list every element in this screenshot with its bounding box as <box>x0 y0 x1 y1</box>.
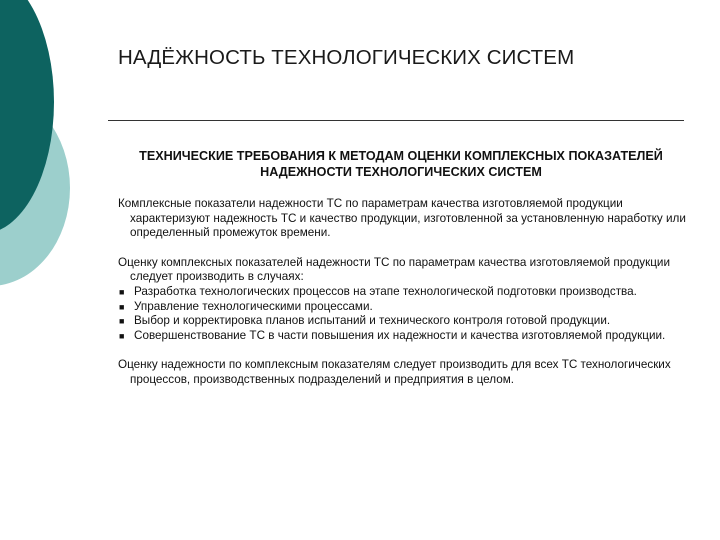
square-bullet-icon: ■ <box>119 316 125 327</box>
list-item <box>118 329 686 344</box>
paragraph-conclusion: Оценку надежности по комплексным показателям следует производить для всех ТС технологических процессов, производственных подразделений и предприятия в целом. <box>118 358 671 386</box>
list-item-text: Выбор и корректировка планов испытаний и технического контроля готовой продукции. <box>134 314 611 328</box>
list-item-text: Совершенствование ТС в части повышения их надежности и качества изготовляемой продукции. <box>134 328 666 342</box>
decorative-circles <box>0 0 80 290</box>
list-item-text: Управление технологическими процессами. <box>134 299 373 313</box>
square-bullet-icon: ■ <box>119 286 125 297</box>
list-item <box>118 314 686 329</box>
list-item <box>118 285 686 300</box>
list-item-text: Разработка технологических процессов на этапе технологической подготовки производства. <box>134 284 637 298</box>
body-text <box>118 197 686 388</box>
cases-list <box>118 285 686 343</box>
square-bullet-icon: ■ <box>119 301 125 312</box>
square-bullet-icon: ■ <box>119 330 125 341</box>
paragraph-intro: Комплексные показатели надежности ТС по параметрам качества изготовляемой продукции характеризуют надежность ТС и качество продукции, изготовленной за установленную наработку или определенный промежуток времени. <box>118 197 686 240</box>
title-divider <box>108 120 684 121</box>
page-title: НАДЁЖНОСТЬ ТЕХНОЛОГИЧЕСКИХ СИСТЕМ <box>118 46 575 69</box>
list-item <box>118 300 686 315</box>
section-heading: ТЕХНИЧЕСКИЕ ТРЕБОВАНИЯ К МЕТОДАМ ОЦЕНКИ КОМПЛЕКСНЫХ ПОКАЗАТЕЛЕЙ НАДЕЖНОСТИ ТЕХНОЛОГИЧЕСКИХ СИСТЕМ <box>139 149 663 179</box>
list-intro: Оценку комплексных показателей надежности ТС по параметрам качества изготовляемой продукции следует производить в случаях: <box>118 255 670 284</box>
